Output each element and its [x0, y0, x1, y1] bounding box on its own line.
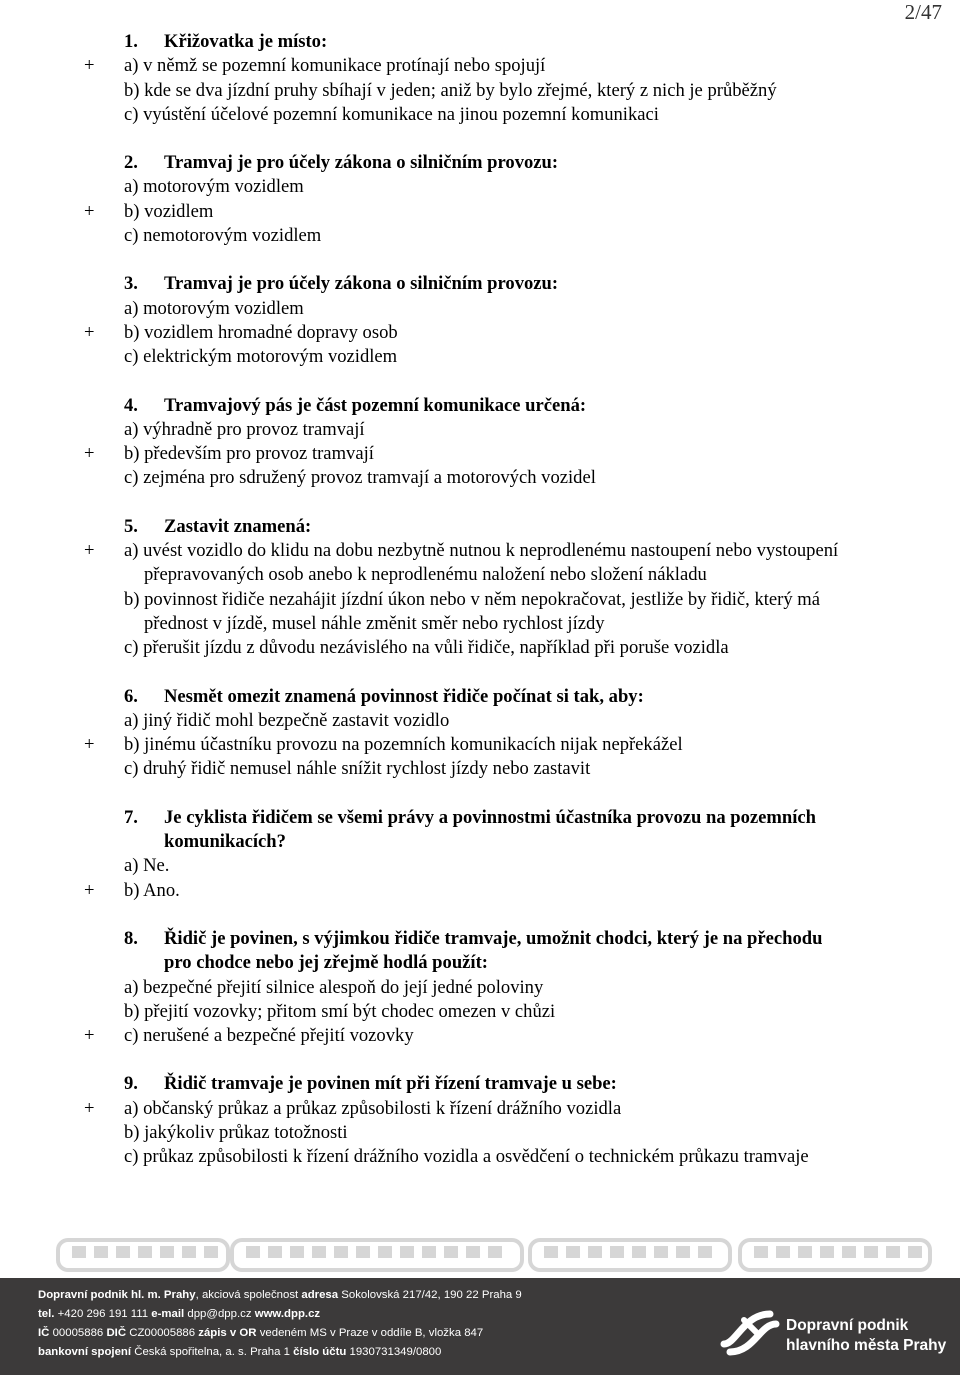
answer-text-line: b) především pro provoz tramvají	[124, 443, 374, 465]
question	[84, 151, 960, 248]
answer-text	[122, 539, 960, 588]
question-text-line: Tramvaj je pro účely zákona o silničním provozu:	[164, 152, 559, 174]
question-text	[164, 927, 960, 976]
answer-option	[124, 1000, 960, 1024]
logo-line-2: hlavního města Prahy	[786, 1337, 947, 1354]
question-text-line: Zastavit znamená:	[164, 515, 312, 537]
bank-label: bankovní spojení	[38, 1346, 132, 1358]
question-text-line: Tramvaj je pro účely zákona o silničním provozu:	[164, 273, 559, 295]
answer-text	[122, 976, 960, 1000]
question-text-line: Je cyklista řidičem se všemi právy a povinnostmi účastníka provozu na pozemních	[164, 806, 816, 828]
address-value: Sokolovská 217/42, 190 22 Praha 9	[341, 1289, 522, 1301]
question	[84, 806, 960, 903]
correct-answer-marker	[84, 418, 122, 442]
answer-option	[84, 200, 960, 224]
question-text	[164, 394, 960, 418]
question-heading	[124, 515, 960, 539]
answer-text	[122, 321, 960, 345]
correct-answer-marker: +	[84, 734, 95, 756]
correct-answer-marker	[84, 757, 122, 781]
answer-option	[124, 636, 960, 660]
answer-text	[122, 1097, 960, 1121]
dic-value: CZ00005886	[129, 1327, 196, 1339]
answer-option	[124, 345, 960, 369]
answer-text-line: c) vyústění účelové pozemní komunikace na jinou pozemní komunikaci	[124, 103, 659, 125]
correct-answer-marker	[84, 976, 122, 1000]
question-number: 5.	[124, 515, 138, 537]
answer-text-line: přednost v jízdě, musel náhle změnit směr nebo rychlost jízdy	[144, 612, 605, 634]
answer-text-line: b) jakýkoliv průkaz totožnosti	[124, 1121, 348, 1143]
answer-option	[84, 879, 960, 903]
question-heading	[124, 1072, 960, 1096]
answer-text-line: a) motorovým vozidlem	[124, 176, 304, 198]
correct-answer-marker: +	[84, 1097, 95, 1119]
correct-answer-marker: +	[84, 443, 95, 465]
answer-text	[122, 175, 960, 199]
answer-text	[122, 442, 960, 466]
correct-answer-marker: +	[84, 879, 95, 901]
answer-text-line: a) Ne.	[124, 855, 170, 877]
answer-text	[122, 1145, 960, 1169]
question-number: 9.	[124, 1073, 138, 1095]
answer-option	[124, 1145, 960, 1169]
answer-option	[124, 297, 960, 321]
answer-option	[124, 418, 960, 442]
answer-option	[124, 854, 960, 878]
question-heading	[124, 806, 960, 855]
question-text-line: Řidič tramvaje je povinen mít při řízení tramvaje u sebe:	[164, 1073, 617, 1095]
question-list	[84, 30, 960, 1194]
answer-text	[122, 418, 960, 442]
answer-text	[122, 79, 960, 103]
question-heading	[124, 30, 960, 54]
answer-text-line: c) elektrickým motorovým vozidlem	[124, 346, 398, 368]
answer-text-line: a) motorovým vozidlem	[124, 297, 304, 319]
question-heading	[124, 685, 960, 709]
question	[84, 30, 960, 127]
answer-option	[124, 1121, 960, 1145]
tram-car-icon	[58, 1240, 228, 1270]
answer-option	[84, 54, 960, 78]
answer-text	[122, 636, 960, 660]
question-heading	[124, 151, 960, 175]
address-label: adresa	[301, 1289, 339, 1301]
answer-text	[122, 200, 960, 224]
question-text-line: Řidič je povinen, s výjimkou řidiče tramvaje, umožnit chodci, který je na přechodu	[164, 927, 823, 949]
registry-label: zápis v OR	[198, 1327, 257, 1339]
tel-label: tel.	[38, 1308, 55, 1320]
tel-value: +420 296 191 111	[57, 1308, 149, 1320]
correct-answer-marker: +	[84, 540, 95, 562]
question-text	[164, 685, 960, 709]
correct-answer-marker	[84, 588, 122, 637]
answer-text	[122, 224, 960, 248]
answer-text-line: a) občanský průkaz a průkaz způsobilosti k řízení drážního vozidla	[124, 1097, 622, 1119]
correct-answer-marker	[84, 224, 122, 248]
email-link[interactable]: dpp@dpp.cz	[187, 1308, 252, 1320]
tram-car-icon	[740, 1240, 930, 1270]
company-name: Dopravní podnik hl. m. Prahy	[38, 1289, 196, 1301]
footer-contact	[38, 1286, 522, 1362]
answer-text	[122, 733, 960, 757]
answer-text	[122, 854, 960, 878]
correct-answer-marker	[84, 1121, 122, 1145]
answer-text-line: c) průkaz způsobilosti k řízení drážního vozidla a osvědčení o technickém průkazu tramvaje	[124, 1146, 809, 1168]
footer-line-company	[38, 1286, 522, 1305]
answer-text	[122, 1000, 960, 1024]
answer-text-line: a) jiný řidič mohl bezpečně zastavit vozidlo	[124, 709, 450, 731]
correct-answer-marker	[84, 297, 122, 321]
correct-answer-marker	[84, 854, 122, 878]
correct-answer-marker: +	[84, 200, 95, 222]
tram-illustration	[0, 1232, 960, 1278]
correct-answer-marker	[84, 103, 122, 127]
question-text	[164, 30, 960, 54]
answer-option	[124, 224, 960, 248]
answer-text	[122, 297, 960, 321]
answer-text-line: a) výhradně pro provoz tramvají	[124, 418, 365, 440]
correct-answer-marker	[84, 1145, 122, 1169]
correct-answer-marker	[84, 709, 122, 733]
answer-text-line: b) povinnost řidiče nezahájit jízdní úkon nebo v něm nepokračovat, jestliže by řidič, který má	[124, 588, 821, 610]
dpp-logo-icon	[720, 1308, 780, 1358]
correct-answer-marker	[84, 79, 122, 103]
question-number: 4.	[124, 394, 138, 416]
dpp-logo-text	[786, 1316, 946, 1356]
answer-text-line: a) v němž se pozemní komunikace protínají nebo spojují	[124, 55, 546, 77]
question-text	[164, 272, 960, 296]
correct-answer-marker	[84, 1000, 122, 1024]
answer-option	[124, 757, 960, 781]
footer-line-contact	[38, 1305, 522, 1324]
answer-text	[122, 588, 960, 637]
correct-answer-marker	[84, 466, 122, 490]
answer-text	[122, 345, 960, 369]
question-text-line: komunikacích?	[164, 831, 286, 853]
question-heading	[124, 394, 960, 418]
question	[84, 272, 960, 369]
account-label: číslo účtu	[293, 1346, 347, 1358]
footer-line-bank	[38, 1343, 522, 1362]
correct-answer-marker: +	[84, 55, 95, 77]
question-text-line: Křižovatka je místo:	[164, 31, 328, 52]
answer-text	[122, 466, 960, 490]
answer-option	[124, 103, 960, 127]
question-text	[164, 806, 960, 855]
bank-value: Česká spořitelna, a. s. Praha 1	[134, 1346, 290, 1358]
answer-option	[84, 539, 960, 588]
answer-option	[124, 79, 960, 103]
question	[84, 927, 960, 1048]
ic-value: 00005886	[52, 1327, 104, 1339]
question	[84, 1072, 960, 1169]
answer-text-line: c) druhý řidič nemusel náhle snížit rychlost jízdy nebo zastavit	[124, 758, 591, 780]
answer-text	[122, 54, 960, 78]
answer-option	[124, 466, 960, 490]
correct-answer-marker: +	[84, 321, 95, 343]
answer-text-line: c) přerušit jízdu z důvodu nezávislého na vůli řidiče, například při poruše vozidla	[124, 637, 729, 659]
question-number: 8.	[124, 927, 138, 949]
web-link[interactable]: www.dpp.cz	[254, 1308, 321, 1320]
answer-text	[122, 1121, 960, 1145]
answer-text	[122, 709, 960, 733]
answer-text-line: a) bezpečné přejití silnice alespoň do její jedné poloviny	[124, 976, 544, 998]
ic-label: IČ	[38, 1327, 50, 1339]
question-heading	[124, 927, 960, 976]
answer-text-line: b) přejití vozovky; přitom smí být chodec omezen v chůzi	[124, 1000, 556, 1022]
question-text	[164, 1072, 960, 1096]
answer-text-line: přepravovaných osob anebo k neprodlenému naložení nebo složení nákladu	[144, 564, 707, 586]
question-text-line: pro chodce nebo jej zřejmě hodlá použít:	[164, 952, 488, 974]
tram-car-icon	[232, 1240, 522, 1270]
question-number: 1.	[124, 31, 138, 52]
page-number: 2/47	[904, 0, 942, 24]
tram-car-icon	[530, 1240, 730, 1270]
answer-text-line: a) uvést vozidlo do klidu na dobu nezbytně nutnou k neprodlenému nastoupení nebo vystoupení	[124, 540, 839, 562]
answer-option	[124, 175, 960, 199]
answer-text-line: b) vozidlem hromadné dopravy osob	[124, 321, 398, 343]
correct-answer-marker: +	[84, 1025, 95, 1047]
dic-label: DIČ	[106, 1327, 127, 1339]
footer	[0, 1278, 960, 1375]
answer-text	[122, 103, 960, 127]
answer-option	[84, 442, 960, 466]
correct-answer-marker	[84, 175, 122, 199]
answer-text	[122, 757, 960, 781]
question	[84, 394, 960, 491]
question	[84, 515, 960, 661]
correct-answer-marker	[84, 345, 122, 369]
question-heading	[124, 272, 960, 296]
question-text	[164, 151, 960, 175]
answer-option	[124, 588, 960, 637]
email-label: e-mail	[151, 1308, 185, 1320]
question-number: 6.	[124, 685, 138, 707]
answer-text-line: b) vozidlem	[124, 200, 214, 222]
question-number: 2.	[124, 152, 138, 174]
question-text-line: Nesmět omezit znamená povinnost řidiče počínat si tak, aby:	[164, 685, 644, 707]
question	[84, 685, 960, 782]
logo-line-1: Dopravní podnik	[786, 1317, 909, 1334]
account-value: 1930731349/0800	[349, 1346, 442, 1358]
answer-option	[84, 733, 960, 757]
answer-option	[84, 1024, 960, 1048]
answer-text-line: c) zejména pro sdružený provoz tramvají a motorových vozidel	[124, 467, 596, 489]
answer-option	[124, 709, 960, 733]
correct-answer-marker	[84, 636, 122, 660]
answer-option	[84, 321, 960, 345]
answer-text	[122, 879, 960, 903]
answer-text-line: c) nemotorovým vozidlem	[124, 225, 322, 247]
answer-text-line: b) Ano.	[124, 879, 180, 901]
answer-text	[122, 1024, 960, 1048]
answer-option	[84, 1097, 960, 1121]
answer-option	[124, 976, 960, 1000]
footer-line-registry	[38, 1324, 522, 1343]
question-text	[164, 515, 960, 539]
answer-text-line: c) nerušené a bezpečné přejití vozovky	[124, 1025, 414, 1047]
registry-value: vedeném MS v Praze v oddíle B, vložka 847	[259, 1327, 484, 1339]
question-number: 7.	[124, 806, 138, 828]
question-number: 3.	[124, 273, 138, 295]
answer-text-line: b) kde se dva jízdní pruhy sbíhají v jeden; aniž by bylo zřejmé, který z nich je průběžný	[124, 79, 777, 101]
company-form: , akciová společnost	[195, 1289, 299, 1301]
answer-text-line: b) jinému účastníku provozu na pozemních komunikacích nijak nepřekážel	[124, 734, 683, 756]
question-text-line: Tramvajový pás je část pozemní komunikace určená:	[164, 394, 587, 416]
